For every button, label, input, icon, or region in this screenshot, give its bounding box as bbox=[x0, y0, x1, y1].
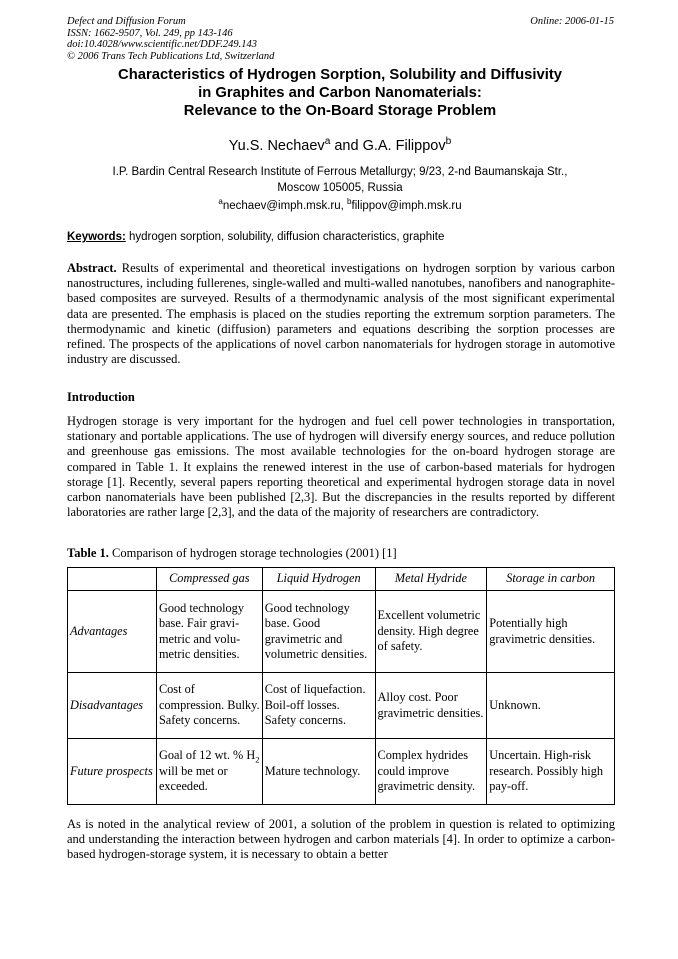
table-header-storage-in-carbon: Storage in carbon bbox=[487, 568, 615, 591]
journal-issn: ISSN: 1662-9507, Vol. 249, pp 143-146 bbox=[67, 27, 233, 39]
introduction-heading: Introduction bbox=[67, 390, 135, 404]
affiliation bbox=[80, 165, 600, 196]
affiliation-line-1: I.P. Bardin Central Research Institute of Ferrous Metallurgy; 9/23, 2-nd Baumanskaja Str., bbox=[112, 166, 568, 178]
author-2: G.A. Filippov bbox=[362, 138, 446, 154]
title-line-1: Characteristics of Hydrogen Sorption, Solubility and Diffusivity bbox=[118, 67, 562, 83]
table-header-compressed-gas: Compressed gas bbox=[156, 568, 262, 591]
comparison-table bbox=[67, 567, 615, 805]
journal-doi: doi:10.4028/www.scientific.net/DDF.249.143 bbox=[67, 39, 258, 50]
journal-name: Defect and Diffusion Forum bbox=[67, 16, 186, 27]
table-caption bbox=[67, 546, 397, 561]
cell-text: Goal of 12 wt. % H bbox=[158, 748, 256, 763]
email-a: nechaev@imph.msk.ru, bbox=[222, 200, 348, 212]
table-cell bbox=[156, 739, 262, 805]
author-1: Yu.S. Nechaev bbox=[228, 138, 325, 154]
abstract-text: Results of experimental and theoretical investigations on hydrogen sorption by various carbon nanostructures, including fullerenes, single-walled and multi-walled nanotubes, nanofibers and nanographite-based composites are surveyed. Results of a thermodynamic analysis of the most significant experimental data are presented. The emphasis is placed on the studies reporting the extremum sorption parameters. The thermodynamic and kinetic (diffusion) parameters and equations describing the sorption processes are refined. The prospects of the applications of novel carbon nanomaterials for hydrogen storage in automotive industry are discussed. bbox=[67, 261, 615, 367]
author-1-sup: a bbox=[324, 136, 331, 148]
table-cell: Good technology base. Fair gravi-metric and volu-metric densities. bbox=[156, 591, 262, 673]
keywords bbox=[67, 230, 615, 245]
paper-title bbox=[60, 66, 620, 120]
journal-copyright: © 2006 Trans Tech Publications Ltd, Switzerland bbox=[67, 50, 275, 62]
table-cell: Unknown. bbox=[487, 673, 615, 739]
table-cell: Alloy cost. Poor gravimetric densities. bbox=[375, 673, 487, 739]
row-label-future-prospects: Future prospects bbox=[68, 739, 157, 805]
table-header-corner bbox=[68, 568, 157, 591]
table-caption-label: Table 1. bbox=[67, 546, 109, 560]
affiliation-line-2: Moscow 105005, Russia bbox=[277, 181, 403, 194]
title-line-3: Relevance to the On-Board Storage Problem bbox=[183, 103, 497, 119]
table-cell: Excellent volumetric density. High degree of safety. bbox=[375, 591, 487, 673]
email-b-sup: b bbox=[347, 197, 352, 207]
closing-paragraph: As is noted in the analytical review of 2001, a solution of the problem in question is related to optimizing and understanding the interaction between hydrogen and carbon materials [4]. In order to optimize a carbon-based hydrogen-storage system, it is necessary to obtain a better bbox=[67, 817, 615, 862]
table-header-metal-hydride: Metal Hydride bbox=[375, 568, 487, 591]
table-cell: Mature technology. bbox=[262, 739, 375, 805]
keywords-label: Keywords: bbox=[67, 231, 126, 243]
author-2-sup: b bbox=[445, 136, 452, 148]
table-cell: Cost of compression. Bulky. Safety concerns. bbox=[156, 673, 262, 739]
table-cell: Uncertain. High-risk research. Possibly high pay-off. bbox=[487, 739, 615, 805]
table-row bbox=[68, 739, 615, 805]
table-cell: Good technology base. Good gravimetric and volumetric densities. bbox=[262, 591, 375, 673]
online-date: Online: 2006-01-15 bbox=[530, 16, 614, 27]
table-row bbox=[68, 673, 615, 739]
author-emails bbox=[80, 199, 600, 214]
row-label-advantages: Advantages bbox=[68, 591, 157, 673]
authors bbox=[60, 137, 620, 155]
keywords-text: hydrogen sorption, solubility, diffusion characteristics, graphite bbox=[125, 231, 445, 243]
table-cell: Complex hydrides could improve gravimetric density. bbox=[375, 739, 487, 805]
table-cell: Cost of liquefaction. Boil-off losses. Safety concerns. bbox=[262, 673, 375, 739]
cell-subscript: 2 bbox=[255, 754, 260, 765]
table-header-row bbox=[68, 568, 615, 591]
title-line-2: in Graphites and Carbon Nanomaterials: bbox=[198, 85, 482, 101]
email-b: filippov@imph.msk.ru bbox=[351, 200, 462, 212]
table-header-liquid-hydrogen: Liquid Hydrogen bbox=[262, 568, 375, 591]
introduction-text: Hydrogen storage is very important for the hydrogen and fuel cell power technologies in transportation, stationary and portable applications. The use of hydrogen will diversify energy sources, and reduce pollution and greenhouse gas emissions. The most available technologies for the on-board hydrogen storage are compared in Table 1. It explains the renewed interest in the use of carbon-based materials for hydrogen storage [1]. Recently, several papers reporting theoretical and experimental hydrogen storage data in novel carbon nanomaterials have been published [2,3]. But the discrepancies in the results reported by different laboratories are rather large [2,3], and the data of the majority of researchers are contradictory. bbox=[67, 414, 615, 520]
cell-text: will be met or exceeded. bbox=[158, 763, 228, 794]
table-cell: Potentially high gravimetric densities. bbox=[487, 591, 615, 673]
journal-header bbox=[67, 16, 274, 62]
table-caption-text: Comparison of hydrogen storage technologies (2001) [1] bbox=[108, 546, 397, 560]
table-row bbox=[68, 591, 615, 673]
email-a-sup: a bbox=[218, 197, 223, 207]
abstract bbox=[67, 261, 615, 367]
row-label-disadvantages: Disadvantages bbox=[68, 673, 157, 739]
authors-and: and bbox=[330, 138, 363, 154]
abstract-label: Abstract. bbox=[67, 261, 117, 275]
